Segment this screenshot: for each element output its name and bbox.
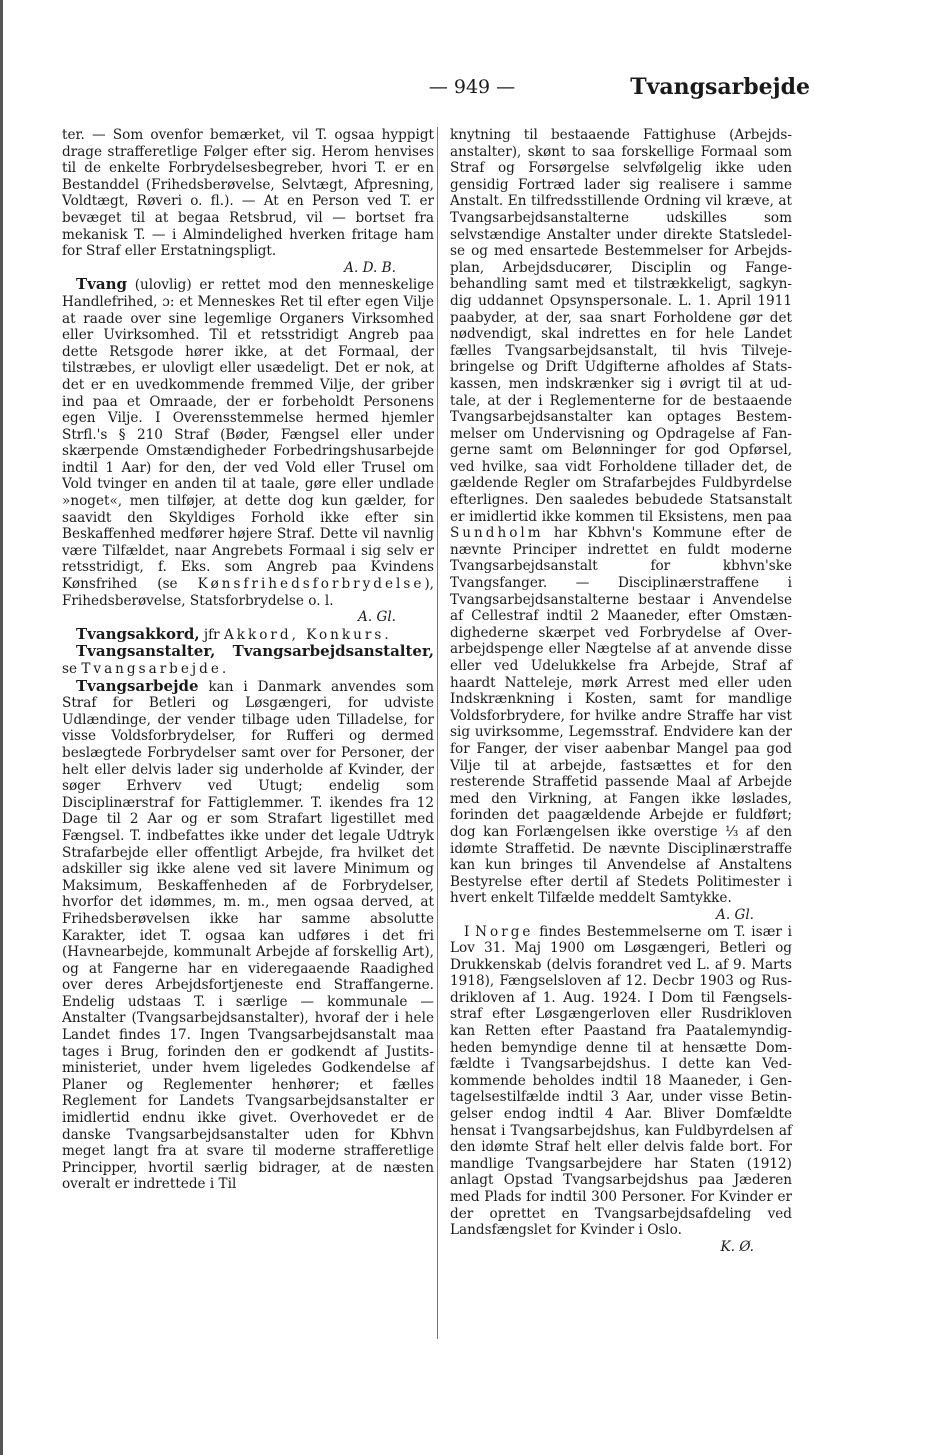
entry-tvangsakkord bbox=[62, 626, 434, 644]
headword: Tvangsanstalter, Tvangsarbejdsanstalter, bbox=[76, 642, 434, 661]
scan-edge bbox=[0, 0, 3, 1455]
xref-label: se bbox=[62, 661, 78, 677]
left-column bbox=[62, 127, 434, 1193]
cross-reference[interactable]: Kønsfrihedsforbrydelse bbox=[197, 576, 425, 593]
spaced-name: Sundholm bbox=[450, 525, 544, 542]
headword: Tvang bbox=[76, 275, 127, 294]
paragraph-text: findes Bestemmelserne om T. især i Lov 31. Maj 1900 om Løsgængeri, Betleri og Drukkenskab (delvis forandret ved L. af 9. Marts 1918), Fængselsloven af 12. Decbr 1903 og Rusdrikloven af 1. Aug. 1924. I Dom til Fængselsstraf efter Løsgængerloven eller Rusdrikloven kan Retten efter Paastand fra Paatalemyndigheden bemyndige denne til at hensætte Domfældte i Tvangsarbejdshus. I dette kan Vedkommende beholdes indtil 18 Maaneder, i Gentagelsestilfælde indtil 3 Aar, under visse Betingelser endog indtil 4 Aar. Bliver Domfældte hensat i Tvangsarbejdshus, kan Fuldbyrdelsen af den idømte Straf helt eller delvis falde bort. For mandlige Tvangsarbejdere har Staten (1912) anlagt Opstad Tvangsarbejdshus paa Jæderen med Plads for indtil 300 Personer. For Kvinder er der oprettet en Tvangsarbejdsafdeling ved Landsfængslet for Kvinder i Oslo. bbox=[450, 923, 792, 1239]
paragraph-text: knytning til bestaaende Fattighuse (Arbejdsanstalter), skønt to saa forskellige Formaal som Straf og Forsørgelse selvfølgelig ikke uden gensidig Fortræd lader sig realisere i samme Anstalt. En tilfredsstillende Ordning vil kræve, at Tvangsarbejdsanstalterne udskilles som selvstændige Anstalter under direkte Statsledelse og med ensartede Bestemmelser for Arbejdsplan, Arbejdsducører, Disciplin og Fangebehandling samt med et tilstrækkeligt, sagkyndig uddannet Opsynspersonale. L. 1. April 1911 paabyder, at der, saa snart Forholdene gør det nødvendigt, skal indrettes en for hele Landet fælles Tvangsarbejdsanstalt, til hvis Tilvejebringelse og Drift Udgifterne afholdes af Statskassen, men indskrænker sig i øvrigt til at udtale, at der i Reglementerne for de bestaaende Tvangsarbejdsanstalter kan optages Bestemmelser om Undervisning og Opdragelse af Fangerne samt om Belønninger for god Opførsel, ved hvilke, saa vidt Forholdene tillader det, de gældende Regler om Strafarbejdes Fuldbyrdelse efterlignes. Den saaledes bebudede Statsanstalt er imidlertid ikke kommen til Eksistens, men paa bbox=[450, 127, 792, 525]
entry-tvangsanstalter bbox=[62, 643, 434, 677]
author-signature: A. Gl. bbox=[716, 906, 754, 923]
entry-text: ), Frihedsberøvelse, Statsforbrydelse o. l. bbox=[62, 576, 434, 609]
entry-text: kan i Danmark anvendes som Straf for Betleri og Løsgængeri, for udviste Udlændinge, der vender tilbage uden Tilladelse, for visse Voldsforbrydelser, for Rufferi og dermed beslægtede Forbrydelser samt over for Personer, der helt eller delvis lader sig underholde af Kvinder, der søger Erhverv ved Utugt; endelig som Disciplinærstraf for Fattiglemmer. T. ikendes fra 12 Dage til 2 Aar og er som Strafart ligestillet med Fængsel. T. indbefattes ikke under det legale Udtryk Strafarbejde eller offentligt Arbejde, fra hvilket det adskiller sig ikke alene ved sit lavere Minimum og Maksimum, Beskaffenheden af de Forbrydelser, hvorfor det idømmes, m. m., men ogsaa derved, at Frihedsberøvelsen ikke har samme absolutte Karakter, idet T. ogsaa kan udføres i det fri (Havnearbejde, kommunalt Arbejde af forskellig Art), og at Fangerne har en videregaaende Raadighed over deres Arbejdsfortjeneste end Straffangerne. Endelig udstaas T. i særlige — kommunale — Anstalter (Tvangsarbejdsanstalter), hvoraf der i hele Landet findes 17. Ingen Tvangsarbejdsanstalt maa tages i Brug, forinden den er godkendt af Justitsministeriet, under hvem ligeledes Godkendelse af Planer og Reglementer henhører; et fælles Reglement for Landets Tvangsarbejdsanstalter er imidlertid endnu ikke givet. Overhovedet er de danske Tvangsarbejdsanstalter uden for Kbhvn meget langt fra at svare til moderne strafferetlige Principper, hvortil særlig bidrager, at de næsten overalt er indrettede i Til bbox=[62, 678, 434, 1193]
author-signature: A. D. B. bbox=[344, 259, 396, 276]
paragraph-norge bbox=[450, 924, 792, 1256]
entry-text: (ulovlig) er rettet mod den menneskelige Handlefrihed, ɔ: et Menneskes Ret til efter egen Vilje at raade over sine legemlige Organers Virksomhed eller Uvirksomhed. Til et retsstridigt Angreb paa dette Retsgode hører ikke, at det Formaal, der tilstræbes, er ulovligt eller usædeligt. Det er nok, at det er en uvedkommende fremmed Vilje, der griber ind paa et Omraade, der er forbeholdt Personens egen Vilje. I Overensstemmelse hermed hjemler Strfl.'s § 210 Straf (Bøder, Fængsel eller under skærpende Omstændigheder Forbedringshusarbejde indtil 1 Aar) for den, der ved Vold eller Trusel om Vold tvinger en anden til at taale, gøre eller undlade »noget«, men tilføjer, at dette dog kun gælder, for saavidt den Skyldiges Forhold ikke efter sin Beskaffenhed medfører højere Straf. Dette vil navnlig være Tilfældet, naar Angrebets Formaal i sig selv er retsstridigt, f. Eks. som Angreb paa Kvindens Kønsfrihed (se bbox=[62, 277, 435, 593]
author-signature: A. Gl. bbox=[358, 609, 396, 626]
entry-tvangsarbejde bbox=[62, 678, 434, 1193]
column-rule bbox=[437, 127, 438, 1339]
author-signature: K. Ø. bbox=[720, 1238, 754, 1255]
headword: Tvangsakkord, bbox=[76, 624, 200, 643]
page-number: — 949 — bbox=[428, 76, 516, 98]
page-header bbox=[62, 74, 810, 108]
xref-label: jfr bbox=[203, 626, 220, 643]
cross-reference[interactable]: Tvangsarbejde. bbox=[81, 661, 230, 677]
paragraph-text: har Kbhvn's Kommune efter de nævnte Principer indrettet en fuldt moderne Tvangsarbejdsanstalt for kbhvn'ske Tvangsfanger. — Disciplinærstraffene i Tvangsarbejdsanstalterne bestaar i Anvendelse af Cellestraf indtil 2 Maaneder, efter Omstændighederne skærpet ved Forbrydelse af Overarbejdspenge eller Nægtelse af at anvende disse eller ved Udelukkelse fra Arbejde, Straf af haardt Natteleje, mørk Arrest med eller uden Indskrænkning i Kosten, samt for mandlige Voldsforbrydere, for hvilke andre Straffe har vist sig uvirksomme, Legemsstraf. Endvidere kan der for Fanger, der viser aabenbar Mangel paa god Vilje til at arbejde, fastsættes et for den resterende Straffetid passende Maal af Arbejde med den Virkning, at Fangen ikke løslades, forinden det paagældende Arbejde er fuldført; dog kan Forlængelsen ikke overstige ⅓ af den idømte Straffetid. De nævnte Disciplinærstraffe kan kun bringes til Anvendelse af Anstaltens Bestyrelse efter dertil af Stedets Politimester i hvert enkelt Tilfælde meddelt Samtykke. bbox=[450, 525, 792, 907]
entry-tvang bbox=[62, 276, 434, 625]
paragraph-continuation bbox=[62, 127, 434, 276]
running-head: Tvangsarbejde bbox=[630, 74, 810, 100]
right-column bbox=[450, 127, 792, 1255]
paragraph-continuation bbox=[450, 127, 792, 924]
spaced-name: Norge bbox=[475, 923, 534, 940]
headword: Tvangsarbejde bbox=[76, 676, 199, 695]
cross-reference[interactable]: Akkord, Konkurs. bbox=[223, 626, 392, 643]
paragraph-lead: I bbox=[464, 923, 470, 940]
paragraph-text: ter. — Som ovenfor bemærket, vil T. ogsaa hyppigt drage strafferetlige Følger efter sig. Herom henvises til de enkelte Forbrydelsesbegreber, hvori T. er en Bestanddel (Frihedsberøvelse, Selvtægt, Afpresning, Voldtægt, Røveri o. fl.). — At en Person ved T. er bevæget til at begaa Retsbrud, vil — bortset fra mekanisk T. — i Almindelighed hverken fritage ham for Straf eller Erstatningspligt. bbox=[62, 127, 434, 260]
